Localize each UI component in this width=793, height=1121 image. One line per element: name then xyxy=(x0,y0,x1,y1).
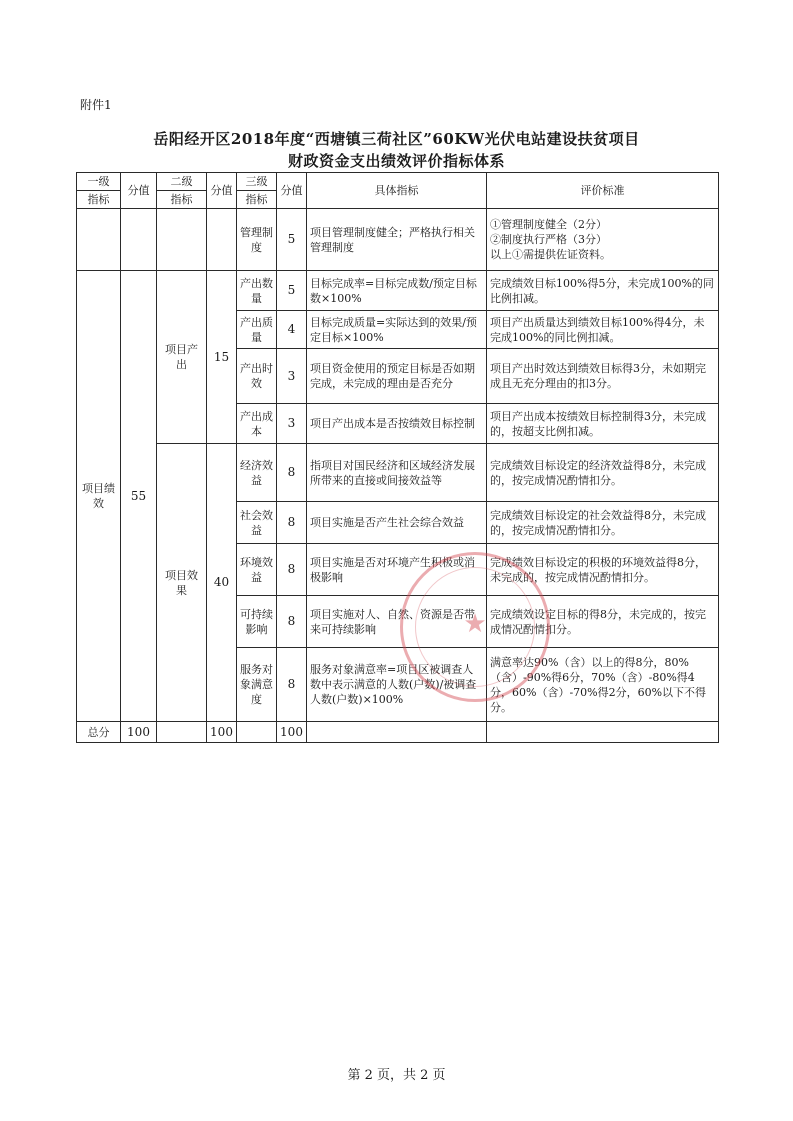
level3-score: 5 xyxy=(277,209,307,271)
total-row xyxy=(77,722,719,743)
attachment-label: 附件1 xyxy=(80,98,112,112)
indicator-text: 目标完成质量=实际达到的效果/预定目标×100% xyxy=(307,311,487,349)
header-row-1 xyxy=(77,173,719,191)
level3-score: 4 xyxy=(277,311,307,349)
standard-line: 以上①需提供佐证资料。 xyxy=(490,248,611,261)
page-footer: 第 2 页，共 2 页 xyxy=(347,1068,446,1083)
level1-header-top: 一级 xyxy=(77,173,121,191)
level3-label: 产出质量 xyxy=(237,311,277,349)
standard-text xyxy=(487,209,719,271)
level2-score-output: 15 xyxy=(207,271,237,444)
empty-cell xyxy=(77,209,121,271)
empty-cell xyxy=(207,209,237,271)
total-score1: 100 xyxy=(121,722,157,743)
management-row xyxy=(77,209,719,271)
standard-text: 项目产出质量达到绩效目标100%得4分，未完成100%的同比例扣减。 xyxy=(487,311,719,349)
document-title-line1: 岳阳经开区2018年度“西塘镇三荷社区”60KW光伏电站建设扶贫项目 xyxy=(153,130,640,148)
level2-score-effect: 40 xyxy=(207,444,237,722)
indicator-text: 项目实施是否产生社会综合效益 xyxy=(307,502,487,544)
effect-row xyxy=(77,444,719,502)
indicator-text: 项目实施对人、自然、资源是否带来可持续影响 xyxy=(307,596,487,648)
standard-line: ②制度执行严格（3分） xyxy=(490,233,607,246)
empty-cell xyxy=(307,722,487,743)
standard-text: 项目产出时效达到绩效目标得3分，未如期完成且无充分理由的扣3分。 xyxy=(487,349,719,404)
empty-cell xyxy=(121,209,157,271)
level3-score: 8 xyxy=(277,544,307,596)
standard-text: 完成绩效设定目标的得8分，未完成的，按完成情况酌情扣分。 xyxy=(487,596,719,648)
indicator-header: 具体指标 xyxy=(307,173,487,209)
indicator-text: 服务对象满意率=项目区被调查人数中表示满意的人数(户数)/被调查人数(户数)×100% xyxy=(307,648,487,722)
level3-score: 8 xyxy=(277,444,307,502)
output-row xyxy=(77,271,719,311)
document-title-line2: 财政资金支出绩效评价指标体系 xyxy=(287,152,505,170)
level3-score: 8 xyxy=(277,648,307,722)
official-seal xyxy=(400,552,550,702)
level2-label-effect: 项目效果 xyxy=(157,444,207,722)
indicator-text: 项目实施是否对环境产生积极或消极影响 xyxy=(307,544,487,596)
indicator-text: 目标完成率=目标完成数/预定目标数×100% xyxy=(307,271,487,311)
level1-score: 55 xyxy=(121,271,157,722)
level3-score: 8 xyxy=(277,502,307,544)
standard-text: 满意率达90%（含）以上的得8分，80%（含）-90%得6分，70%（含）-80%得4分，60%（含）-70%得2分，60%以下不得分。 xyxy=(487,648,719,722)
indicator-text: 指项目对国民经济和区域经济发展所带来的直接或间接效益等 xyxy=(307,444,487,502)
level3-label: 产出成本 xyxy=(237,404,277,444)
indicator-text: 项目资金使用的预定目标是否如期完成，未完成的理由是否充分 xyxy=(307,349,487,404)
empty-cell xyxy=(487,722,719,743)
indicator-text: 项目产出成本是否按绩效目标控制 xyxy=(307,404,487,444)
indicator-text: 项目管理制度健全；严格执行相关管理制度 xyxy=(307,209,487,271)
level3-label: 产出数量 xyxy=(237,271,277,311)
empty-cell xyxy=(157,209,207,271)
level3-score: 5 xyxy=(277,271,307,311)
total-score3: 100 xyxy=(277,722,307,743)
level3-score: 3 xyxy=(277,404,307,444)
score1-header: 分值 xyxy=(121,173,157,209)
level3-label: 环境效益 xyxy=(237,544,277,596)
level3-score: 8 xyxy=(277,596,307,648)
level2-label-output: 项目产出 xyxy=(157,271,207,444)
level3-label: 服务对象满意度 xyxy=(237,648,277,722)
level2-header-bottom: 指标 xyxy=(157,191,207,209)
standard-text: 完成绩效目标设定的经济效益得8分，未完成的，按完成情况酌情扣分。 xyxy=(487,444,719,502)
level3-label: 可持续影响 xyxy=(237,596,277,648)
score2-header: 分值 xyxy=(207,173,237,209)
total-score2: 100 xyxy=(207,722,237,743)
total-label: 总分 xyxy=(77,722,121,743)
seal-star-icon: ★ xyxy=(463,609,487,639)
level3-label: 经济效益 xyxy=(237,444,277,502)
standard-text: 完成绩效目标设定的社会效益得8分，未完成的，按完成情况酌情扣分。 xyxy=(487,502,719,544)
standard-text: 完成绩效目标100%得5分，未完成100%的同比例扣减。 xyxy=(487,271,719,311)
indicator-table xyxy=(76,172,719,743)
level3-label: 产出时效 xyxy=(237,349,277,404)
level3-header-top: 三级 xyxy=(237,173,277,191)
standard-text: 项目产出成本按绩效目标控制得3分，未完成的，按超支比例扣减。 xyxy=(487,404,719,444)
level3-header-bottom: 指标 xyxy=(237,191,277,209)
empty-cell xyxy=(237,722,277,743)
empty-cell xyxy=(157,722,207,743)
level1-label: 项目绩效 xyxy=(77,271,121,722)
standard-text: 完成绩效目标设定的积极的环境效益得8分，未完成的，按完成情况酌情扣分。 xyxy=(487,544,719,596)
level3-label: 社会效益 xyxy=(237,502,277,544)
level2-header-top: 二级 xyxy=(157,173,207,191)
level3-score: 3 xyxy=(277,349,307,404)
level3-label: 管理制度 xyxy=(237,209,277,271)
standard-header: 评价标准 xyxy=(487,173,719,209)
score3-header: 分值 xyxy=(277,173,307,209)
standard-line: ①管理制度健全（2分） xyxy=(490,218,607,231)
level1-header-bottom: 指标 xyxy=(77,191,121,209)
